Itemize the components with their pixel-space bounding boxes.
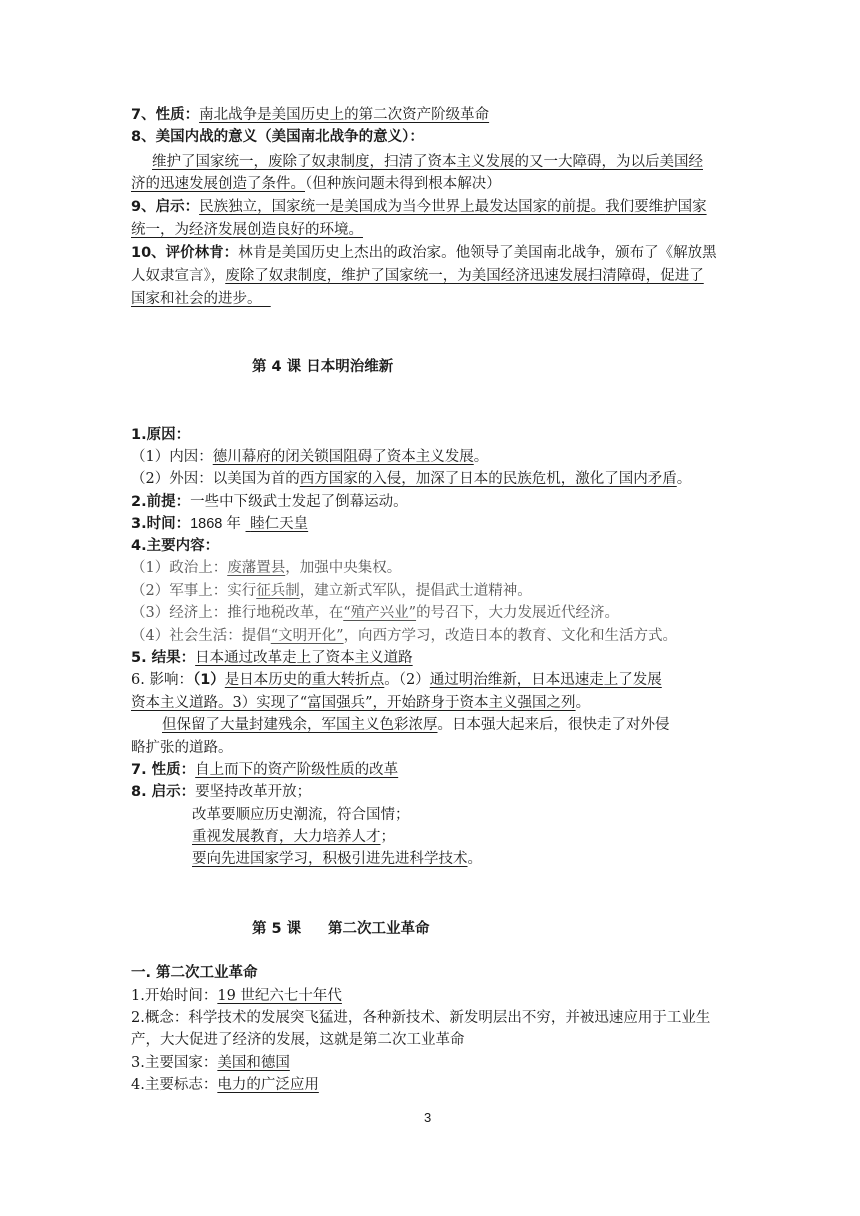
l3-item-8-line1 [152, 151, 703, 173]
punct: 。 [575, 695, 591, 711]
item-text: 自上而下的资产阶级性质的改革 [195, 762, 399, 778]
l3-item-10 [131, 242, 717, 264]
item-text: ，建立新式军队，提倡武士道精神。 [299, 583, 532, 599]
item-heading: 4.主要内容： [131, 538, 220, 554]
item-heading: 5. 结果： [131, 650, 196, 666]
item-text: 南北战争是美国历史上的第二次资产阶级革命 [199, 107, 490, 123]
item-label: （1） [192, 672, 225, 688]
item-text: 日本通过改革走上了资本主义道路 [195, 650, 413, 666]
l3-item-10-line3 [131, 288, 271, 310]
item-text: 维护了国家统一，废除了奴隶制度，扫清了资本主义发展的又一大障碍，为以后美国经 [152, 154, 703, 170]
item-text: 我们要维护国家 [605, 199, 707, 215]
item-text: 美国和德国 [217, 1055, 290, 1071]
item-text: 但保留了大量封建残余，军国主义色彩浓厚 [162, 717, 438, 733]
item-text: 。日本强大起来后，很快走了对外侵 [437, 717, 670, 733]
item-heading: 10、评价林肯： [131, 245, 239, 261]
item-text: 德川幕府的闭关锁国阻碍了资本主义发展 [212, 449, 474, 465]
item-label: 。（2） [384, 672, 430, 688]
page-number: 3 [424, 1110, 432, 1125]
l4-item-6 [131, 669, 662, 691]
item-text: 19 世纪六七十年代 [217, 988, 342, 1004]
item-heading: 7、性质： [131, 107, 200, 123]
item-text: 资本主义道路。3）实现了“富国强兵”，开始跻身于资本主义强国之列 [131, 695, 576, 711]
l4-item-4-1 [131, 557, 401, 579]
item-label: （3）经济上：推行地税改革，在 [131, 605, 344, 621]
l4-item-1-b [131, 468, 691, 490]
l5-item-2 [131, 1007, 710, 1029]
punct: 。 [473, 449, 489, 465]
l4-item-4-4 [131, 625, 677, 647]
item-text: 要坚持改革开放； [195, 784, 312, 800]
item-text: 1868 年 [190, 516, 241, 532]
l4-item-7 [131, 759, 398, 781]
item-heading: 1.原因： [131, 427, 191, 443]
item-text: 民族独立，国家统一是美国成为当今世界上最发达国家的前提。 [199, 199, 606, 215]
item-label: （2）军事上：实行 [131, 583, 257, 599]
item-text: “文明开化” [270, 628, 344, 644]
item-text: 国家和社会的进步。 [131, 291, 262, 307]
item-text: 征兵制 [256, 583, 300, 599]
punct: 。 [676, 471, 692, 487]
l4-item-3 [131, 513, 308, 535]
l4-item-8-3 [192, 826, 395, 848]
item-text: “殖产兴业” [343, 605, 417, 621]
l3-item-10-line2 [131, 265, 704, 287]
l5-item-2-line2 [131, 1029, 465, 1051]
item-text: 睦仁天皇 [250, 516, 309, 532]
item-note: （但种族问题未得到根本解决） [305, 176, 501, 192]
item-heading: 7. 性质： [131, 762, 196, 778]
item-text: 人奴隶宣言》， [131, 268, 226, 284]
lesson-5-title-name: 第二次工业革命 [328, 921, 430, 937]
item-text: 2.概念：科学技术的发展突飞猛进，各种新技术、新发明层出不穷，并被迅速应用于工业生 [131, 1010, 711, 1026]
l4-item-4-3 [131, 602, 619, 624]
item-label: 1.开始时间： [131, 988, 218, 1004]
item-text: ，向西方学习，改造日本的教育、文化和生活方式。 [343, 628, 678, 644]
item-text: 电力的广泛应用 [217, 1077, 319, 1093]
item-text: 西方国家的入侵，加深了日本的民族危机，激化了国内矛盾 [299, 471, 677, 487]
l5-item-4 [131, 1074, 319, 1096]
item-text: 统一，为经济发展创造良好的环境。 [131, 222, 363, 238]
l3-item-8-line2 [131, 173, 501, 195]
item-label: （1）内因： [131, 449, 213, 465]
item-text: 略扩张的道路。 [131, 740, 233, 756]
item-text: 通过明治维新，日本迅速走上了发展 [429, 672, 662, 688]
item-text: 要向先进国家学习，积极引进先进科学技术 [192, 851, 468, 867]
item-text: 改革要顺应历史潮流，符合国情； [192, 807, 410, 823]
l4-item-5 [131, 647, 413, 669]
l4-item-2 [131, 491, 408, 513]
l3-item-8 [131, 126, 424, 148]
l5-section [131, 962, 258, 984]
lesson-4-title: 第 4 课 日本明治维新 [252, 359, 394, 375]
item-text: 是日本历史的重大转折点 [224, 672, 385, 688]
item-text: 产，大大促进了经济的发展，这就是第二次工业革命 [131, 1032, 465, 1048]
item-label: （4）社会生活：提倡 [131, 628, 271, 644]
item-text: 一些中下级武士发起了倒幕运动。 [190, 494, 408, 510]
l4-item-6-line4 [131, 737, 233, 759]
l4-item-8 [131, 781, 311, 803]
item-label: 3.主要国家： [131, 1055, 218, 1071]
item-text: ，加强中央集权。 [285, 560, 402, 576]
l4-item-1-a [131, 446, 488, 468]
item-text: 济的迅速发展创造了条件。 [131, 176, 305, 192]
item-heading: 3.时间： [131, 516, 191, 532]
item-text: 的号召下，大力发展近代经济。 [416, 605, 620, 621]
section-heading: 一. 第二次工业革命 [131, 965, 258, 981]
item-text: 重视发展教育，大力培养人才 [192, 829, 381, 845]
item-heading: 2.前提： [131, 494, 191, 510]
l5-item-1 [131, 985, 342, 1007]
l4-item-4-2 [131, 580, 532, 602]
l4-item-4 [131, 535, 219, 557]
l4-item-6-line3 [162, 714, 670, 736]
item-text: 废除了奴隶制度，维护了国家统一，为美国经济迅速发展扫清障碍，促进了 [225, 268, 704, 284]
l3-item-9-line2 [131, 219, 363, 241]
l3-item-9 [131, 196, 707, 218]
punct: 。 [467, 851, 482, 867]
item-heading: 6. 影响： [131, 672, 193, 688]
item-label: 4.主要标志： [131, 1077, 218, 1093]
item-heading: 8. 启示： [131, 784, 196, 800]
punct: ； [380, 829, 395, 845]
item-heading: 8、美国内战的意义（美国南北战争的意义）： [131, 129, 424, 145]
item-text: 废藩置县 [227, 560, 286, 576]
l3-item-7 [131, 104, 489, 126]
l4-item-8-2 [192, 804, 410, 826]
l5-item-3 [131, 1052, 290, 1074]
item-label: （1）政治上： [131, 560, 228, 576]
item-text: 林肯是美国历史上杰出的政治家。他领导了美国南北战争，颁布了《解放黑 [238, 245, 717, 261]
l4-item-1 [131, 424, 190, 446]
l4-item-8-4 [192, 848, 482, 870]
l4-item-6-line2 [131, 692, 590, 714]
lesson-5-title-number: 第 5 课 [252, 921, 302, 937]
item-label: （2）外因：以美国为首的 [131, 471, 300, 487]
item-heading: 9、启示： [131, 199, 200, 215]
